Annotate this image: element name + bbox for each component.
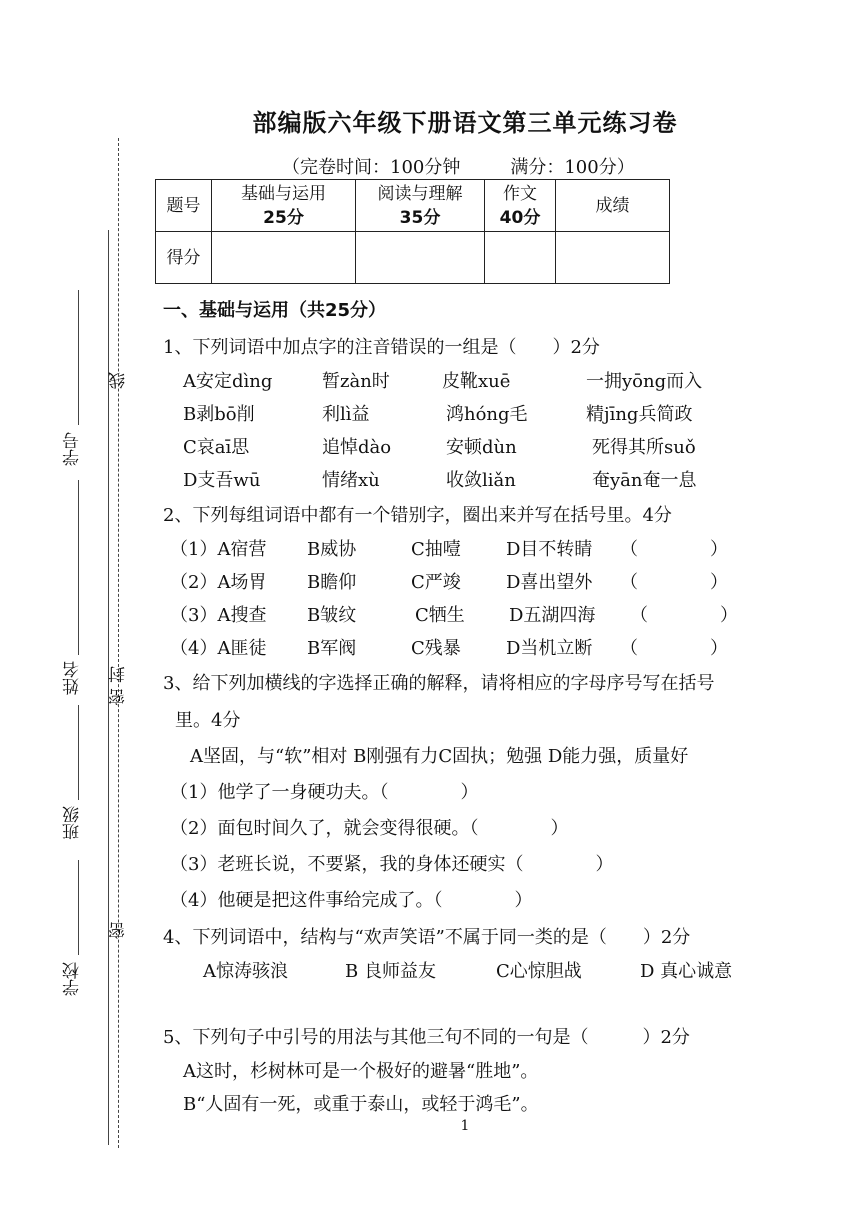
- q3-item: （1）他学了一身硬功夫。（ ）: [170, 782, 479, 803]
- q1-option: 奄yān奄一息: [592, 470, 697, 491]
- q1-option: 利lì益: [322, 404, 370, 425]
- q3-item: （3）老班长说，不要紧，我的身体还硬实（ ）: [170, 854, 614, 875]
- margin-label-xian: 线: [109, 372, 129, 389]
- q2-option: B威协: [307, 539, 357, 560]
- q2-option: D当机立断: [506, 638, 593, 659]
- q2-option: （3）A搜查: [170, 605, 267, 626]
- exam-time: （完卷时间：100分钟: [282, 157, 461, 178]
- score-blank-cell[interactable]: [212, 232, 356, 284]
- exam-full-score: 满分：100分）: [510, 157, 635, 178]
- q3-item: （4）他硬是把这件事给完成了。（ ）: [170, 890, 533, 911]
- q2-option: D目不转睛: [506, 539, 593, 560]
- q4-option: D 真心诚意: [640, 961, 733, 982]
- q4-option: A惊涛骇浪: [203, 961, 288, 982]
- margin-label-mi: 密: [109, 922, 129, 939]
- margin-fill-line-class: [78, 705, 79, 800]
- question-3-definitions: A坚固，与“软”相对 B刚强有力C固执；勉强 D能力强，质量好: [190, 746, 689, 767]
- q3-item: （2）面包时间久了，就会变得很硬。（ ）: [170, 818, 569, 839]
- q5-option: A这时，杉树林可是一个极好的避暑“胜地”。: [183, 1061, 539, 1082]
- score-blank-cell[interactable]: [485, 232, 556, 284]
- q2-option: （2）A场胃: [170, 572, 267, 593]
- q2-option: C残暴: [411, 638, 461, 659]
- score-table-header-cell: 阅读与理解 35分: [356, 180, 485, 232]
- q1-option: 暂zàn时: [322, 371, 390, 392]
- q2-option: D喜出望外: [506, 572, 593, 593]
- q2-option: C抽噎: [411, 539, 461, 560]
- q2-option: C严竣: [411, 572, 461, 593]
- q2-answer-blank[interactable]: （ ）: [620, 539, 728, 560]
- score-table-header-cell: 基础与运用 25分: [212, 180, 356, 232]
- q4-option: B 良师益友: [345, 961, 436, 982]
- question-5-stem: 5、下列句子中引号的用法与其他三句不同的一句是（ ）2分: [163, 1027, 690, 1048]
- q4-option: C心惊胆战: [496, 961, 582, 982]
- q1-option: 皮靴xuē: [442, 371, 511, 392]
- score-blank-cell[interactable]: [356, 232, 485, 284]
- question-3-stem: 3、给下列加横线的字选择正确的解释，请将相应的字母序号写在括号: [163, 673, 715, 694]
- q2-answer-blank[interactable]: （ ）: [630, 605, 738, 626]
- q2-answer-blank[interactable]: （ ）: [620, 638, 728, 659]
- q1-option: A安定dìng: [183, 371, 273, 392]
- question-2-stem: 2、下列每组词语中都有一个错别字，圈出来并写在括号里。4分: [163, 505, 672, 526]
- margin-label-name: 姓名: [63, 661, 83, 695]
- page-number: 1: [460, 1118, 470, 1134]
- score-table: [155, 179, 670, 284]
- q2-option: B皱纹: [307, 605, 357, 626]
- score-table-header-cell: 题号: [156, 180, 212, 232]
- q1-option: 精jīng兵简政: [586, 404, 693, 425]
- q2-option: B军阀: [307, 638, 357, 659]
- q5-option: B“人固有一死，或重于泰山，或轻于鸿毛”。: [183, 1094, 539, 1115]
- q1-option: 情绪xù: [322, 470, 380, 491]
- score-table-header-cell: 成绩: [556, 180, 670, 232]
- question-3-stem-cont: 里。4分: [175, 710, 241, 731]
- q1-option: 安顿dùn: [446, 437, 517, 458]
- q1-option: 一拥yōng而入: [586, 371, 703, 392]
- binding-dashed-line: [118, 138, 119, 1148]
- score-table-header-cell: 作文 40分: [485, 180, 556, 232]
- section-heading: 一、基础与运用（共25分）: [163, 300, 387, 321]
- question-4-stem: 4、下列词语中，结构与“欢声笑语”不属于同一类的是（ ）2分: [163, 927, 691, 948]
- q2-option: （4）A匪徒: [170, 638, 267, 659]
- margin-label-feng: 密 封: [109, 666, 129, 706]
- margin-fill-line-name: [78, 480, 79, 655]
- q1-option: C哀aī思: [183, 437, 250, 458]
- score-blank-cell[interactable]: [556, 232, 670, 284]
- q2-answer-blank[interactable]: （ ）: [620, 572, 728, 593]
- margin-label-number: 学号: [63, 432, 83, 466]
- margin-fill-line-school: [78, 860, 79, 955]
- q1-option: 追悼dào: [322, 437, 392, 458]
- q2-option: D五湖四海: [509, 605, 596, 626]
- q2-option: （1）A宿营: [170, 539, 267, 560]
- q2-option: B瞻仰: [307, 572, 357, 593]
- q1-option: 死得其所suǒ: [592, 437, 696, 458]
- question-1-stem: 1、下列词语中加点字的注音错误的一组是（ ）2分: [163, 337, 600, 358]
- margin-label-school: 学校: [63, 962, 83, 996]
- q1-option: 收敛liǎn: [446, 470, 516, 491]
- q1-option: 鸿hóng毛: [446, 404, 528, 425]
- page-title: 部编版六年级下册语文第三单元练习卷: [252, 109, 678, 137]
- margin-fill-line-number: [78, 290, 79, 425]
- score-table-row-label: 得分: [156, 232, 212, 284]
- margin-label-class: 班级: [63, 806, 83, 840]
- q1-option: D支吾wū: [183, 470, 261, 491]
- q1-option: B剥bō削: [183, 404, 255, 425]
- exam-info: [282, 153, 635, 179]
- q2-option: C牺生: [415, 605, 465, 626]
